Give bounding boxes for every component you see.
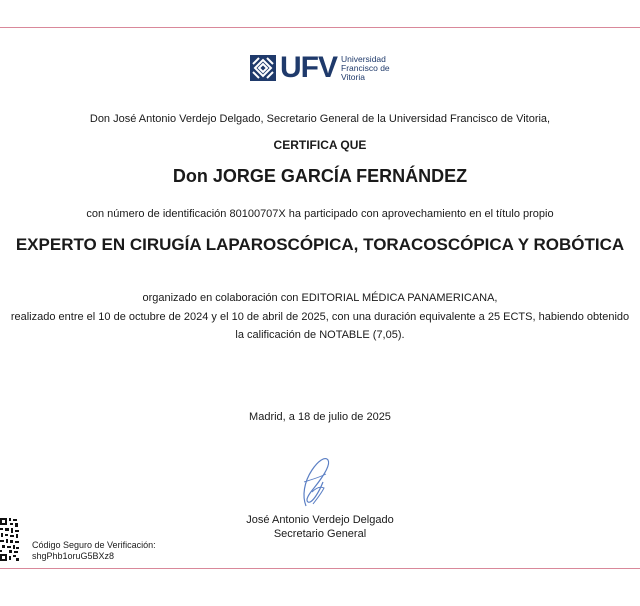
signer-name: José Antonio Verdejo Delgado [246,514,394,526]
organized-line: organizado en colaboración con EDITORIAL MÉDICA PANAMERICANA, [142,292,498,304]
verification-code: shgPhb1oruG5BXz8 [32,551,115,561]
place-date: Madrid, a 18 de julio de 2025 [249,411,391,423]
verification-label: Código Seguro de Verificación: [32,540,156,550]
signer-role: Secretario General [273,528,367,540]
certifica-heading: CERTIFICA QUE [273,138,367,152]
university-name-line-3: Vitoria [341,71,365,82]
bottom-border-line [0,568,640,569]
intro-text: Don José Antonio Verdejo Delgado, Secretario General de la Universidad Francisco de Vitoria, [89,113,551,125]
ufv-wordmark: UFV [280,51,337,84]
identification-line: con número de identificación 80100707X ha participado con aprovechamiento en el título propio [86,208,554,220]
program-title: EXPERTO EN CIRUGÍA LAPAROSCÓPICA, TORACOSCÓPICA Y ROBÓTICA [15,235,625,254]
handwritten-signature [292,452,342,515]
verification-block [32,540,156,562]
ufv-logo [250,51,390,84]
university-name [341,55,390,82]
dates-line: realizado entre el 10 de octubre de 2024 y el 10 de abril de 2025, con una duración equivalente a 25 ECTS, habiendo obtenido [10,311,630,323]
ufv-emblem-icon [250,55,276,81]
top-border-line [0,27,640,28]
grade-line: la calificación de NOTABLE (7,05). [235,329,405,341]
university-name-line-2: Francisco de [341,62,390,73]
qr-code-icon [0,518,19,561]
recipient-name: Don JORGE GARCÍA FERNÁNDEZ [172,166,468,186]
university-name-line-1: Universidad [341,53,386,64]
